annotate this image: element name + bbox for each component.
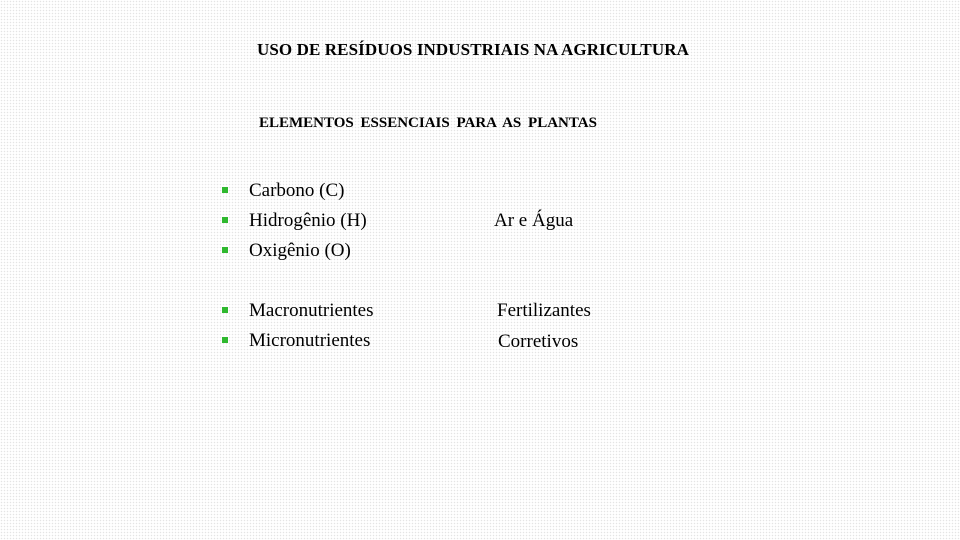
nutrients-list (222, 296, 374, 356)
source-label-correctives: Corretivos (498, 331, 579, 352)
list-item-label: Macronutrientes (249, 300, 374, 321)
list-item-label: Hidrogênio (H) (249, 210, 367, 231)
square-bullet-icon (222, 187, 228, 193)
slide-title: USO DE RESÍDUOS INDUSTRIAIS NA AGRICULTURA (257, 40, 689, 59)
list-item-label: Oxigênio (O) (249, 240, 351, 261)
source-label-air-water: Ar e Água (494, 210, 574, 231)
list-item (222, 326, 374, 356)
list-item-label: Carbono (C) (249, 180, 345, 201)
square-bullet-icon (222, 337, 228, 343)
list-item (222, 296, 374, 326)
list-item (222, 206, 367, 236)
list-item (222, 176, 367, 206)
square-bullet-icon (222, 307, 228, 313)
list-item-label: Micronutrientes (249, 330, 371, 351)
square-bullet-icon (222, 217, 228, 223)
square-bullet-icon (222, 247, 228, 253)
essential-elements-list (222, 176, 367, 266)
list-item (222, 236, 367, 266)
source-label-fertilizers: Fertilizantes (497, 300, 591, 321)
slide-subtitle: ELEMENTOS ESSENCIAIS PARA AS PLANTAS (259, 115, 597, 131)
